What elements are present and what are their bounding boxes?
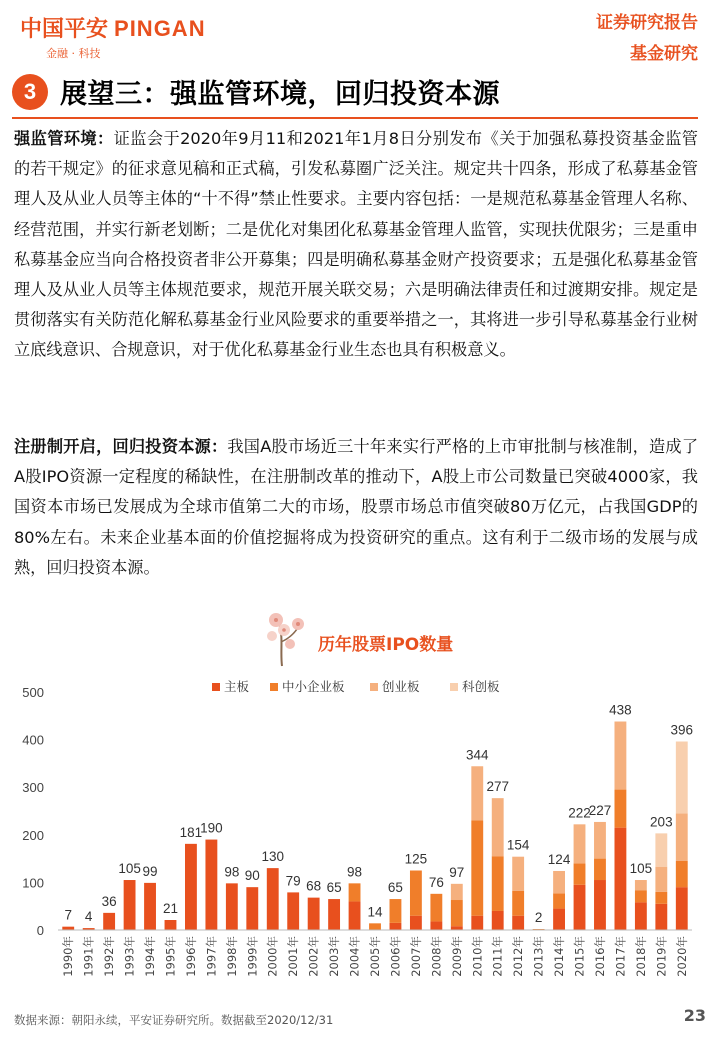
bar-segment <box>205 840 217 930</box>
bar-total-label: 277 <box>486 779 509 795</box>
bar-total-label: 105 <box>629 861 653 877</box>
bar-segment <box>369 923 381 930</box>
bar-segment <box>655 833 667 866</box>
bar-segment <box>574 863 586 884</box>
bar-segment <box>471 821 483 916</box>
bar-segment <box>226 883 238 930</box>
bar-total-label: 130 <box>261 849 285 865</box>
chart-title: 历年股票IPO数量 <box>318 635 454 655</box>
bar-segment <box>185 844 197 930</box>
bar-segment <box>676 887 688 930</box>
y-tick-label: 400 <box>22 732 44 748</box>
report-type: 证券研究报告 <box>596 13 698 33</box>
x-tick-label: 2000年 <box>265 936 280 977</box>
x-tick-label: 1996年 <box>183 936 198 977</box>
bar-segment <box>512 916 524 930</box>
bar-segment <box>246 887 258 930</box>
y-axis <box>22 685 44 938</box>
bar-total-label: 76 <box>428 874 444 890</box>
bar-total-label: 79 <box>285 873 301 889</box>
bar-total-label: 203 <box>650 814 673 830</box>
x-tick-label: 2017年 <box>613 936 628 977</box>
bar-total-label: 396 <box>670 722 694 738</box>
x-tick-label: 2013年 <box>531 936 546 977</box>
bar-segment <box>553 909 565 930</box>
bar-segment <box>492 798 504 856</box>
pingan-logo <box>20 12 206 61</box>
report-subtype: 基金研究 <box>630 44 698 64</box>
bar-total-label: 36 <box>101 893 117 909</box>
bar-segment <box>614 722 626 790</box>
bar-total-label: 190 <box>200 820 223 836</box>
bar-segment <box>574 824 586 863</box>
x-tick-label: 1995年 <box>163 936 178 977</box>
paragraph-registration <box>14 432 698 583</box>
bar-segment <box>594 880 606 930</box>
bar-segment <box>635 880 647 890</box>
x-tick-label: 1990年 <box>61 936 76 977</box>
x-tick-label: 2019年 <box>654 936 669 977</box>
bar-segment <box>594 822 606 859</box>
x-tick-label: 2006年 <box>388 936 403 977</box>
bar-segment <box>410 871 422 916</box>
x-tick-label: 2014年 <box>552 936 567 977</box>
bar-total-label: 227 <box>588 802 612 818</box>
y-tick-label: 500 <box>22 685 44 700</box>
bar-segment <box>635 890 647 902</box>
chart-legend <box>212 679 500 694</box>
bar-segment <box>451 884 463 900</box>
bar-segment <box>655 904 667 930</box>
bar-segment <box>594 859 606 880</box>
y-tick-label: 300 <box>22 780 44 796</box>
x-tick-label: 1993年 <box>122 936 137 977</box>
bar-total-label: 65 <box>326 880 342 896</box>
bar-total-label: 124 <box>547 851 571 867</box>
bar-total-label: 65 <box>387 880 403 896</box>
x-tick-label: 2012年 <box>511 936 526 977</box>
legend-swatch <box>450 683 458 691</box>
x-tick-label: 1991年 <box>81 936 96 977</box>
section-number-badge: 3 <box>12 74 48 110</box>
x-tick-label: 2020年 <box>674 936 689 977</box>
bar-segment <box>165 920 177 930</box>
paragraph-regulation <box>14 124 698 366</box>
legend-label: 主板 <box>224 679 250 694</box>
bar-segment <box>349 901 361 930</box>
bar-total-label: 181 <box>179 824 203 840</box>
bar-segment <box>451 926 463 930</box>
bar-segment <box>614 828 626 930</box>
bar-segment <box>430 894 442 922</box>
bar-segment <box>655 867 667 892</box>
logo-cn: 中国平安 <box>20 17 109 42</box>
logo-slogan: 金融 · 科技 <box>46 47 101 60</box>
x-tick-label: 2002年 <box>306 936 321 977</box>
bar-total-label: 125 <box>404 851 428 867</box>
logo-en: PINGAN <box>114 16 206 41</box>
x-tick-label: 2007年 <box>408 936 423 977</box>
bar-total-label: 14 <box>367 904 383 920</box>
page-number: 23 <box>683 1006 706 1025</box>
legend-label: 中小企业板 <box>282 679 345 694</box>
bar-segment <box>349 883 361 901</box>
bar-segment <box>451 900 463 926</box>
paragraph-lead: 强监管环境： <box>14 129 114 148</box>
bar-total-label: 2 <box>534 910 543 926</box>
bar-segment <box>308 898 320 930</box>
x-tick-label: 2009年 <box>449 936 464 977</box>
bar-segment <box>512 891 524 916</box>
x-tick-label: 2001年 <box>286 936 301 977</box>
legend-swatch <box>212 683 220 691</box>
bar-segment <box>124 880 136 930</box>
x-tick-label: 2010年 <box>470 936 485 977</box>
bar-segment <box>430 921 442 930</box>
y-tick-label: 0 <box>36 923 44 938</box>
x-tick-label: 2005年 <box>368 936 382 977</box>
x-tick-label: 2008年 <box>429 936 444 977</box>
bar-segment <box>390 899 402 923</box>
bar-total-label: 98 <box>347 864 363 880</box>
heading-divider <box>12 117 698 119</box>
bar-segment <box>635 902 647 930</box>
bar-segment <box>553 871 565 893</box>
bar-total-label: 4 <box>84 909 93 925</box>
x-tick-label: 1999年 <box>245 936 260 977</box>
logo-text <box>20 12 206 43</box>
bar-total-label: 438 <box>609 702 632 718</box>
legend-label: 科创板 <box>462 679 500 694</box>
bar-total-label: 68 <box>306 878 322 894</box>
bar-segment <box>574 885 586 930</box>
x-tick-label: 2003年 <box>327 936 342 977</box>
paragraph-body: 证监会于2020年9月11和2021年1月8日分别发布《关于加强私募投资基金监管的若干规定》的征求意见稿和正式稿，引发私募圈广泛关注。规定共十四条，形成了私募基金管理人及从业人员等主体的“十不得”禁止性要求。主要内容包括：一是规范私募基金管理人名称、经营范围，并实行新老划断；二是优化对集团化私募基金管理人监管，实现扶优限劣；三是重申私募基金应当向合格投资者非公开募集；四是明确私募基金财产投资要求；五是强化私募基金管理人及从业人员等主体规范要求，规范开展关联交易；六是明确法律责任和过渡期安排。规定是贯彻落实有关防范化解私募基金行业风险要求的重要举措之一，其将进一步引导私募基金行业树立底线意识、合规意识，对于优化私募基金行业生态也具有积极意义。 <box>14 129 698 360</box>
x-axis <box>58 930 692 977</box>
bar-segment <box>676 742 688 814</box>
x-tick-label: 2016年 <box>592 936 607 977</box>
bar-series <box>62 722 687 930</box>
x-tick-label: 2004年 <box>347 936 362 977</box>
report-tag <box>596 8 698 70</box>
y-tick-label: 200 <box>22 827 44 843</box>
paragraph-lead: 注册制开启，回归投资本源： <box>14 437 228 456</box>
bar-segment <box>676 813 688 861</box>
bar-total-label: 90 <box>244 868 260 884</box>
x-tick-label: 1994年 <box>143 936 158 977</box>
x-tick-label: 2015年 <box>572 936 587 977</box>
bar-total-label: 99 <box>142 863 158 879</box>
bar-segment <box>655 892 667 904</box>
bar-segment <box>328 899 340 930</box>
bar-total-label: 97 <box>449 864 465 880</box>
plum-blossom-icon <box>254 606 310 668</box>
bar-segment <box>471 916 483 930</box>
bar-segment <box>410 916 422 930</box>
paragraph-body: 我国A股市场近三十年来实行严格的上市审批制与核准制，造成了A股IPO资源一定程度的稀缺性，在注册制改革的推动下，A股上市公司数量已突破4000家，我国资本市场已发展成为全球市值第二大的市场，股票市场总市值突破80万亿元，占我国GDP的80%左右。未来企业基本面的价值挖掘将成为投资研究的重点。这有利于二级市场的发展与成熟，回归投资本源。 <box>14 437 699 577</box>
bar-segment <box>614 790 626 828</box>
bar-total-label: 98 <box>224 864 240 880</box>
x-tick-label: 2011年 <box>490 936 505 977</box>
bar-total-label: 344 <box>465 747 489 763</box>
legend-swatch <box>270 683 278 691</box>
bar-total-label: 105 <box>118 861 141 877</box>
section-title: 展望三：强监管环境，回归投资本源 <box>60 79 500 110</box>
bar-total-label: 21 <box>162 901 178 917</box>
bar-segment <box>267 868 279 930</box>
bar-total-label: 222 <box>568 805 591 821</box>
x-tick-label: 1998年 <box>224 936 239 977</box>
bar-segment <box>492 856 504 911</box>
bar-segment <box>553 893 565 908</box>
legend-swatch <box>370 683 378 691</box>
bar-segment <box>492 911 504 930</box>
bar-segment <box>103 913 115 930</box>
bar-total-label: 7 <box>64 907 72 923</box>
bar-segment <box>676 861 688 887</box>
bar-segment <box>390 923 402 930</box>
bar-segment <box>512 857 524 891</box>
bar-segment <box>471 766 483 820</box>
bar-segment <box>144 883 156 930</box>
ipo-count-chart <box>0 670 720 1008</box>
bar-segment <box>287 892 299 930</box>
y-tick-label: 100 <box>22 875 44 891</box>
data-source-note: 数据来源：朝阳永续，平安证券研究所。数据截至2020/12/31 <box>14 1013 334 1027</box>
x-tick-label: 2018年 <box>633 936 648 977</box>
legend-label: 创业板 <box>382 679 420 694</box>
section-heading <box>12 72 500 111</box>
x-tick-label: 1992年 <box>102 936 117 977</box>
x-tick-label: 1997年 <box>204 936 219 977</box>
bar-total-label: 154 <box>506 837 530 853</box>
